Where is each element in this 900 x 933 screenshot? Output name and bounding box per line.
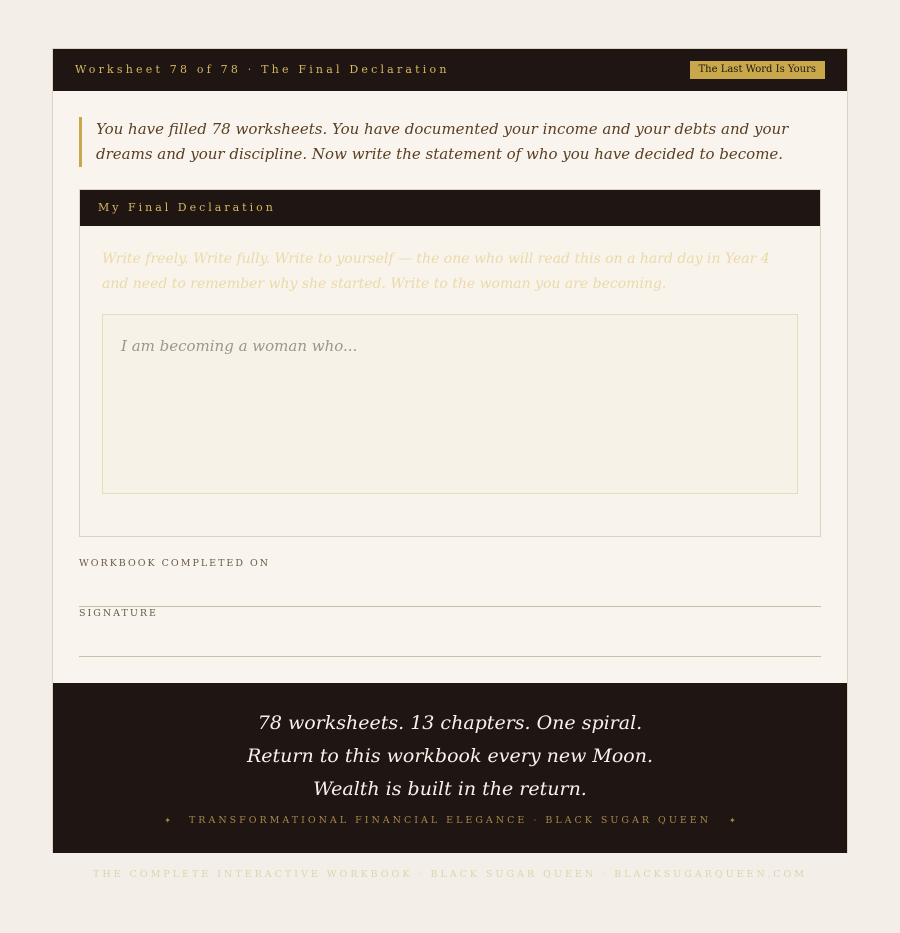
closing-footer bbox=[53, 683, 847, 853]
intro-text: You have filled 78 worksheets. You have documented your income and your debts and your dreams and your discipline. Now write the statement of who you have decided to become. bbox=[79, 117, 808, 167]
declaration-textarea[interactable] bbox=[102, 314, 798, 494]
ornament-icon: ✦ bbox=[729, 816, 736, 825]
completed-on-label: WORKBOOK COMPLETED ON bbox=[79, 558, 271, 569]
last-word-badge: The Last Word Is Yours bbox=[690, 61, 826, 79]
declaration-heading: My Final Declaration bbox=[98, 201, 276, 214]
worksheet-title: Worksheet 78 of 78 · The Final Declaration bbox=[75, 63, 450, 76]
footer-line-3: Wealth is built in the return. bbox=[313, 778, 587, 800]
signature-field[interactable] bbox=[79, 656, 821, 657]
declaration-header bbox=[80, 190, 820, 226]
declaration-section bbox=[79, 189, 821, 537]
footer-brand: TRANSFORMATIONAL FINANCIAL ELEGANCE · BLACK SUGAR QUEEN bbox=[188, 815, 712, 826]
bottom-note: THE COMPLETE INTERACTIVE WORKBOOK · BLACK SUGAR QUEEN · BLACKSUGARQUEEN.COM bbox=[92, 869, 808, 880]
declaration-placeholder: I am becoming a woman who... bbox=[121, 337, 358, 355]
worksheet-header bbox=[53, 49, 847, 91]
worksheet-card bbox=[52, 48, 848, 853]
ornament-icon: ✦ bbox=[164, 816, 171, 825]
footer-line-1: 78 worksheets. 13 chapters. One spiral. bbox=[257, 712, 643, 734]
completed-on-field[interactable] bbox=[79, 606, 821, 607]
footer-brand-line bbox=[53, 815, 847, 826]
declaration-prompt: Write freely. Write fully. Write to yourself — the one who will read this on a hard day in Year 4 and need to remember why she started. Write to the woman you are becoming. bbox=[102, 251, 770, 292]
footer-line-2: Return to this workbook every new Moon. bbox=[247, 745, 653, 767]
signature-label: SIGNATURE bbox=[79, 608, 158, 619]
